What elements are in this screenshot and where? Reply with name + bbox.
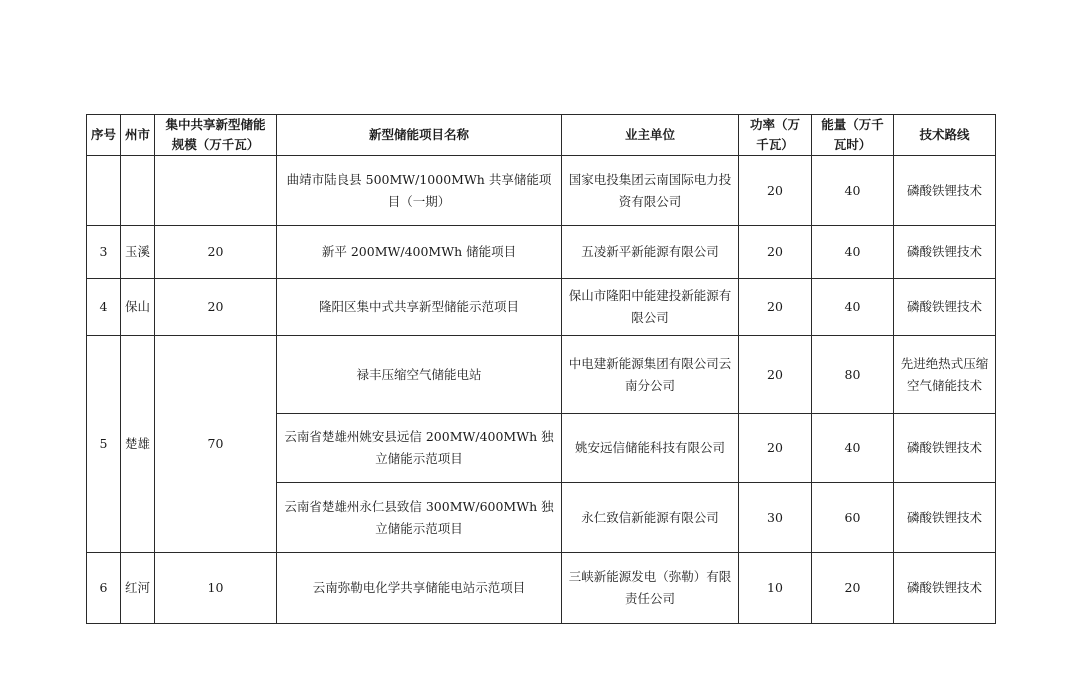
seq-cell <box>87 156 121 226</box>
power-cell: 20 <box>739 336 812 414</box>
energy-cell: 20 <box>812 553 894 624</box>
header-city: 州市 <box>121 115 155 156</box>
city-cell: 玉溪 <box>121 226 155 279</box>
owner-cell: 姚安远信储能科技有限公司 <box>562 414 739 483</box>
owner-cell: 中电建新能源集团有限公司云南分公司 <box>562 336 739 414</box>
owner-cell: 保山市隆阳中能建投新能源有限公司 <box>562 279 739 336</box>
energy-cell: 60 <box>812 483 894 553</box>
table-row <box>87 553 996 624</box>
header-project: 新型储能项目名称 <box>277 115 562 156</box>
power-cell: 20 <box>739 414 812 483</box>
table-row <box>87 226 996 279</box>
table-row <box>87 279 996 336</box>
scale-cell: 70 <box>155 336 277 553</box>
project-cell: 禄丰压缩空气储能电站 <box>277 336 562 414</box>
tech-cell: 磷酸铁锂技术 <box>894 553 996 624</box>
header-power: 功率（万千瓦） <box>739 115 812 156</box>
city-cell: 楚雄 <box>121 336 155 553</box>
header-owner: 业主单位 <box>562 115 739 156</box>
scale-cell: 20 <box>155 226 277 279</box>
power-cell: 30 <box>739 483 812 553</box>
energy-cell: 40 <box>812 279 894 336</box>
scale-cell: 10 <box>155 553 277 624</box>
tech-cell: 磷酸铁锂技术 <box>894 279 996 336</box>
tech-cell: 先进绝热式压缩空气储能技术 <box>894 336 996 414</box>
seq-cell: 3 <box>87 226 121 279</box>
energy-storage-project-table <box>86 114 996 624</box>
table-row <box>87 156 996 226</box>
project-cell: 曲靖市陆良县 500MW/1000MWh 共享储能项目（一期） <box>277 156 562 226</box>
energy-cell: 80 <box>812 336 894 414</box>
project-cell: 云南省楚雄州永仁县致信 300MW/600MWh 独立储能示范项目 <box>277 483 562 553</box>
city-cell <box>121 156 155 226</box>
tech-cell: 磷酸铁锂技术 <box>894 483 996 553</box>
header-tech: 技术路线 <box>894 115 996 156</box>
seq-cell: 5 <box>87 336 121 553</box>
energy-cell: 40 <box>812 414 894 483</box>
owner-cell: 国家电投集团云南国际电力投资有限公司 <box>562 156 739 226</box>
header-seq: 序号 <box>87 115 121 156</box>
owner-cell: 三峡新能源发电（弥勒）有限责任公司 <box>562 553 739 624</box>
city-cell: 红河 <box>121 553 155 624</box>
owner-cell: 五凌新平新能源有限公司 <box>562 226 739 279</box>
project-cell: 云南省楚雄州姚安县远信 200MW/400MWh 独立储能示范项目 <box>277 414 562 483</box>
project-cell: 新平 200MW/400MWh 储能项目 <box>277 226 562 279</box>
header-energy: 能量（万千瓦时） <box>812 115 894 156</box>
seq-cell: 4 <box>87 279 121 336</box>
tech-cell: 磷酸铁锂技术 <box>894 414 996 483</box>
energy-cell: 40 <box>812 226 894 279</box>
tech-cell: 磷酸铁锂技术 <box>894 226 996 279</box>
header-scale: 集中共享新型储能规模（万千瓦） <box>155 115 277 156</box>
project-cell: 云南弥勒电化学共享储能电站示范项目 <box>277 553 562 624</box>
header-row <box>87 115 996 156</box>
owner-cell: 永仁致信新能源有限公司 <box>562 483 739 553</box>
energy-cell: 40 <box>812 156 894 226</box>
table-row <box>87 336 996 414</box>
power-cell: 20 <box>739 156 812 226</box>
scale-cell: 20 <box>155 279 277 336</box>
power-cell: 20 <box>739 226 812 279</box>
seq-cell: 6 <box>87 553 121 624</box>
power-cell: 20 <box>739 279 812 336</box>
tech-cell: 磷酸铁锂技术 <box>894 156 996 226</box>
city-cell: 保山 <box>121 279 155 336</box>
power-cell: 10 <box>739 553 812 624</box>
scale-cell <box>155 156 277 226</box>
project-cell: 隆阳区集中式共享新型储能示范项目 <box>277 279 562 336</box>
